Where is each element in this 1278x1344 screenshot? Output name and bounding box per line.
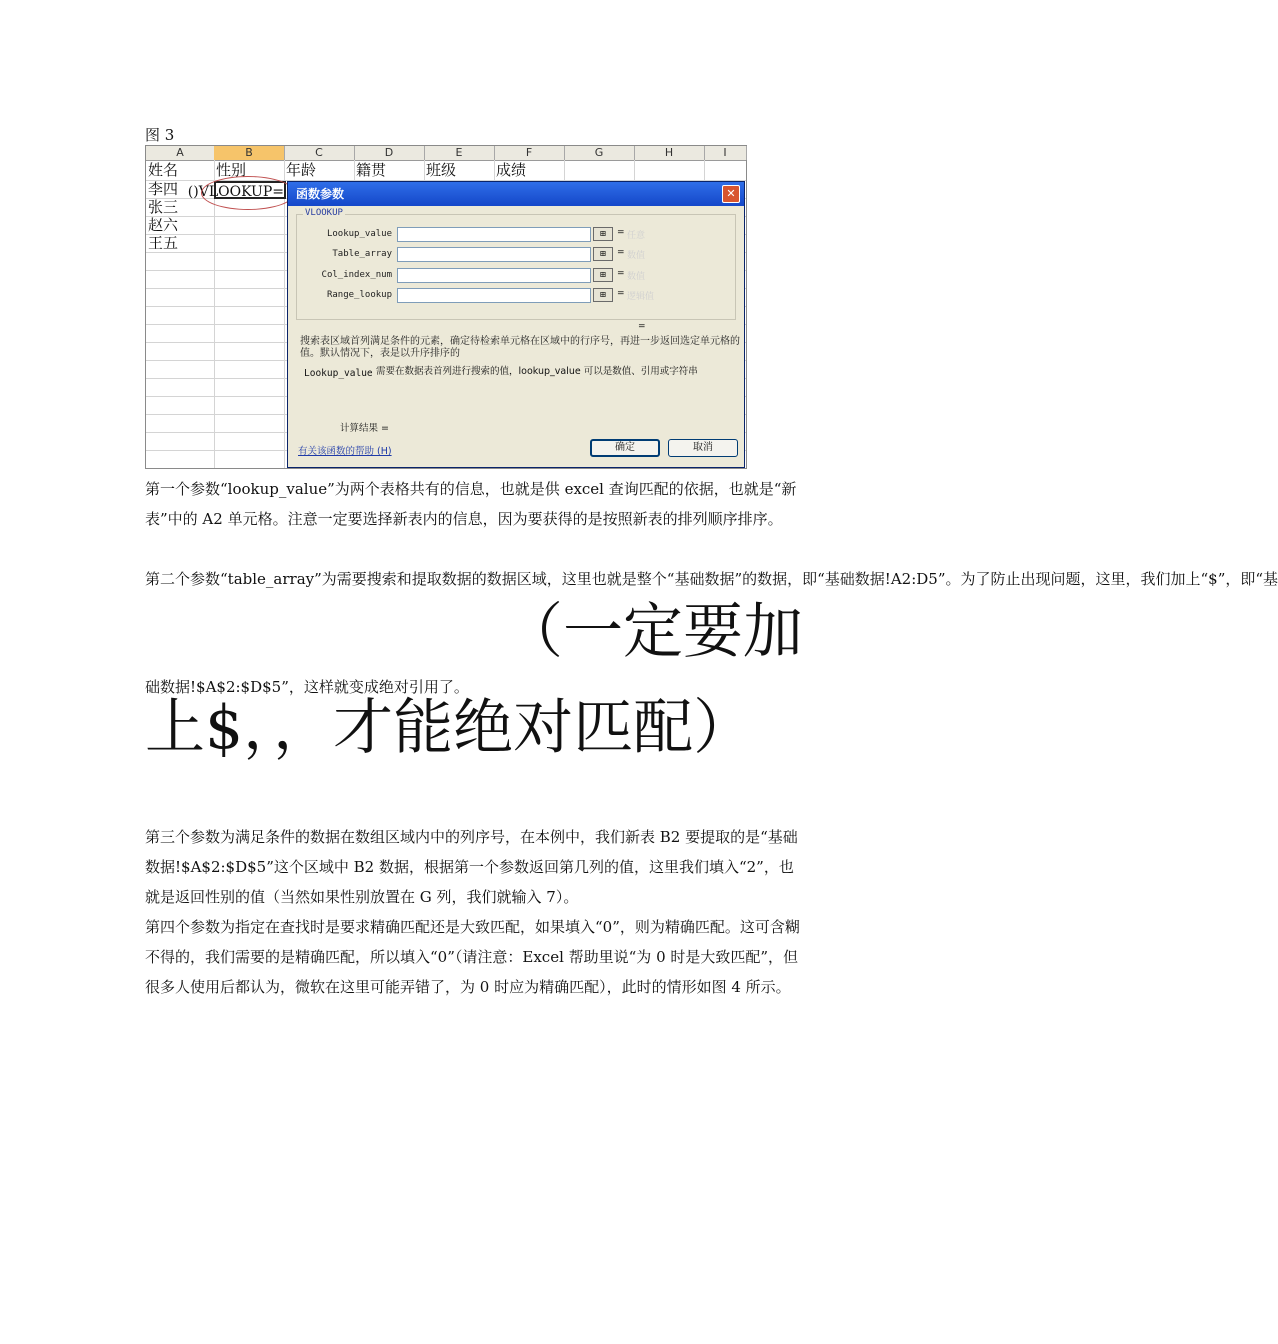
dialog-title: 函数参数 [296, 187, 345, 201]
column-header-b[interactable]: B [214, 146, 285, 160]
column-header-i[interactable]: I [704, 146, 747, 160]
param-hint: 数值 [627, 272, 646, 282]
column-header-c[interactable]: C [284, 146, 355, 160]
column-header-row [146, 146, 746, 161]
param-equals: = [617, 289, 625, 299]
param-label-lookup-value: Lookup_value [326, 229, 392, 239]
param-label-table-array: Table_array [332, 249, 392, 259]
column-header-g[interactable]: G [564, 146, 635, 160]
header-cell-hometown[interactable]: 籍贯 [356, 161, 387, 179]
parameter-group [296, 208, 736, 320]
paragraph-range-lookup: 第四个参数为指定在查找时是要求精确匹配还是大致匹配，如果填入“0”，则为精确匹配。这可含糊不得的，我们需要的是精确匹配，所以填入“0”（请注意：Excel 帮助里说“为 0 时是大致匹配”，但很多人使用后都认为，微软在这里可能弄错了，为 0 时应为精确匹配），此时的情形如图 4 所示。 [145, 918, 800, 996]
ok-button[interactable]: 确定 [590, 439, 660, 457]
param-hint: 数值 [627, 251, 646, 261]
paragraph-table-array-cont: 础数据!$A$2:$D$5”，这样就变成绝对引用了。 [145, 678, 469, 696]
name-cell[interactable]: 赵六 [148, 216, 179, 234]
name-cell[interactable]: 王五 [148, 234, 179, 252]
param-hint: 逻辑值 [627, 292, 655, 302]
cancel-button[interactable]: 取消 [668, 439, 738, 457]
paragraph-col-index: 第三个参数为满足条件的数据在数组区域内中的列序号，在本例中，我们新表 B2 要提取的是“基础数据!$A$2:$D$5”这个区域中 B2 数据，根据第一个参数返回第几列的值，这里我们填入“2”，也就是返回性别的值（当然如果性别放置在 G 列，我们就输入 7）。 [145, 828, 798, 906]
collapse-dialog-icon[interactable]: ⊞ [593, 288, 613, 302]
column-header-a[interactable]: A [146, 146, 215, 160]
function-name: VLOOKUP [305, 208, 343, 218]
dialog-title-bar [288, 182, 744, 206]
header-cell-name[interactable]: 姓名 [148, 161, 179, 179]
header-cell-class[interactable]: 班级 [426, 161, 457, 179]
argument-description: 需要在数据表首列进行搜索的值，lookup_value 可以是数值、引用或字符串 [376, 366, 698, 377]
argument-name: Lookup_value [304, 368, 373, 379]
range-lookup-input[interactable] [397, 288, 591, 303]
param-label-col-index-num: Col_index_num [321, 270, 392, 280]
column-header-e[interactable]: E [424, 146, 495, 160]
collapse-dialog-icon[interactable]: ⊞ [593, 268, 613, 282]
name-cell[interactable]: 张三 [148, 198, 179, 216]
highlight-ellipse [201, 176, 295, 210]
param-equals: = [617, 269, 625, 279]
param-equals: = [617, 228, 625, 238]
spreadsheet-screenshot [145, 145, 747, 469]
result-equals: = [638, 322, 646, 332]
calculation-result: 计算结果 = [340, 423, 389, 434]
col-index-num-input[interactable] [397, 268, 591, 283]
figure-label: 图 3 [145, 126, 175, 144]
function-arguments-dialog [287, 181, 745, 468]
large-note-line-2: 上$，，才能绝对匹配） [145, 693, 754, 763]
column-header-d[interactable]: D [354, 146, 425, 160]
column-header-h[interactable]: H [634, 146, 705, 160]
paragraph-lookup-value: 第一个参数“lookup_value”为两个表格共有的信息，也就是供 excel 查询匹配的依据，也就是“新表”中的 A2 单元格。注意一定要选择新表内的信息，因为要获得的是按照新表的排列顺序排序。 [145, 480, 797, 528]
table-array-input[interactable] [397, 247, 591, 262]
name-cell[interactable]: 李四 [148, 180, 179, 198]
header-cell-age[interactable]: 年龄 [286, 161, 317, 179]
formula-text: =VLOOKUP() [187, 184, 284, 200]
param-label-range-lookup: Range_lookup [326, 290, 392, 300]
collapse-dialog-icon[interactable]: ⊞ [593, 227, 613, 241]
paragraph-table-array-text: 第二个参数“table_array”为需要搜索和提取数据的数据区域，这里也就是整个“基础数据”的数据，即“基础数据!A2:D5”。为了防止出现问题，这里，我们加上“$”，即“基 [145, 570, 1278, 588]
function-help-link[interactable]: 有关该函数的帮助 (H) [298, 446, 392, 457]
collapse-dialog-icon[interactable]: ⊞ [593, 247, 613, 261]
function-description: 搜索表区域首列满足条件的元素，确定待检索单元格在区域中的行序号，再进一步返回选定单元格的值。默认情况下，表是以升序排序的 [300, 336, 740, 359]
column-header-f[interactable]: F [494, 146, 565, 160]
param-equals: = [617, 248, 625, 258]
large-note-line-1: （一定要加 [503, 597, 803, 667]
lookup-value-input[interactable] [397, 227, 591, 242]
close-icon[interactable]: ✕ [722, 185, 740, 203]
paragraph-table-array [145, 564, 1278, 594]
header-cell-score[interactable]: 成绩 [496, 161, 527, 179]
param-hint: 任意 [627, 231, 646, 241]
header-cell-gender[interactable]: 性别 [216, 161, 247, 179]
